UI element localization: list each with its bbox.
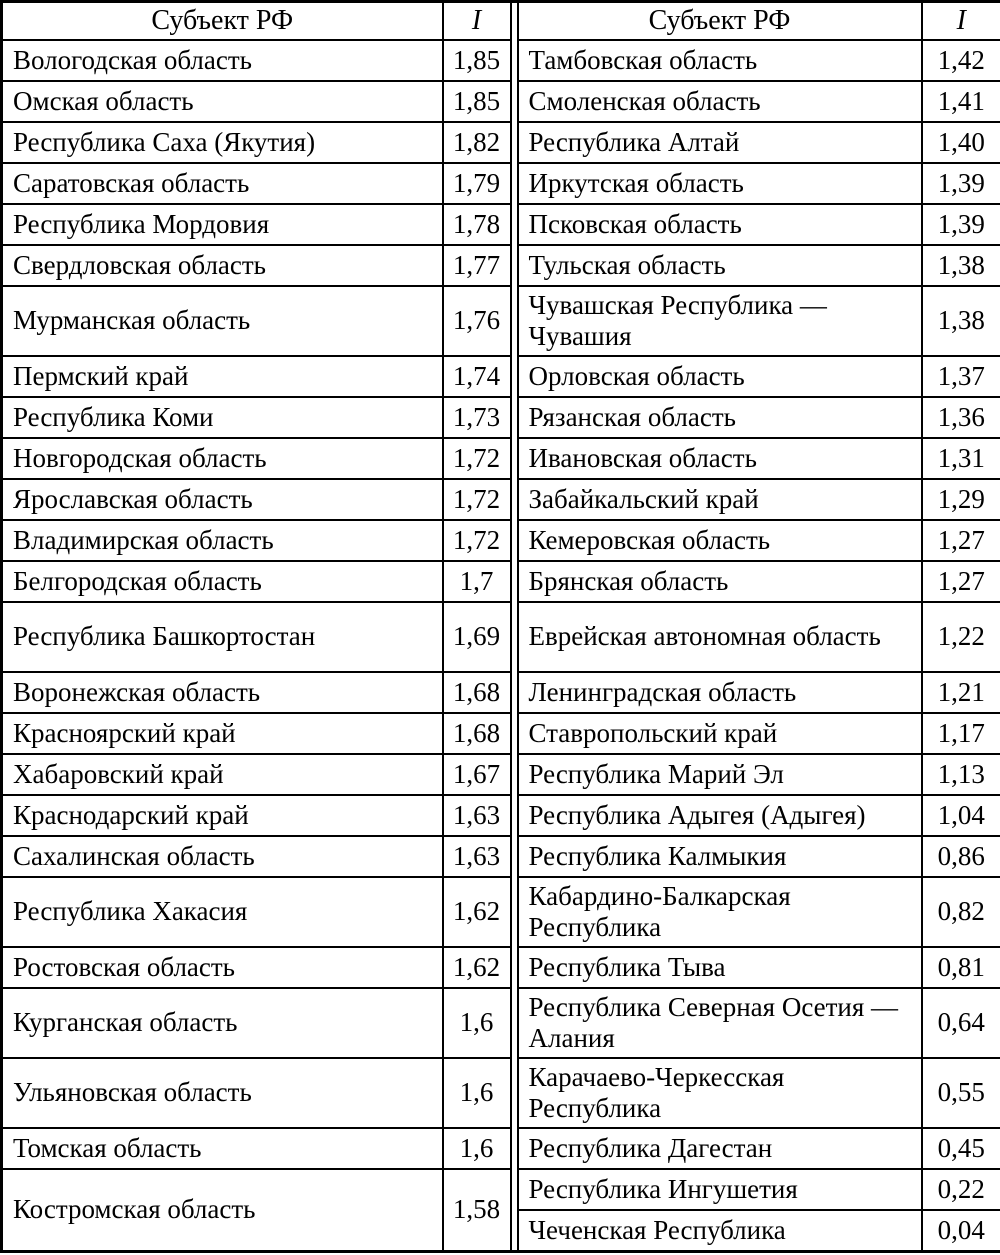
index-cell: 1,41 bbox=[922, 81, 1000, 122]
index-cell: 1,6 bbox=[443, 1128, 511, 1169]
index-cell: 0,55 bbox=[922, 1058, 1000, 1128]
index-cell: 1,69 bbox=[443, 602, 511, 672]
region-cell: Свердловская область bbox=[2, 245, 443, 286]
right-index-header: I bbox=[922, 2, 1000, 41]
table-gap-divider bbox=[511, 947, 518, 988]
region-cell: Кемеровская область bbox=[518, 520, 922, 561]
index-cell: 1,40 bbox=[922, 122, 1000, 163]
region-cell: Республика Тыва bbox=[518, 947, 922, 988]
table-gap-divider bbox=[511, 795, 518, 836]
region-cell: Ярославская область bbox=[2, 479, 443, 520]
region-cell: Белгородская область bbox=[2, 561, 443, 602]
index-cell: 1,63 bbox=[443, 795, 511, 836]
region-cell: Забайкальский край bbox=[518, 479, 922, 520]
table-row bbox=[2, 520, 1000, 561]
index-cell: 0,45 bbox=[922, 1128, 1000, 1169]
table-gap-divider bbox=[511, 672, 518, 713]
index-cell: 1,73 bbox=[443, 397, 511, 438]
table-row bbox=[2, 672, 1000, 713]
table-row bbox=[2, 754, 1000, 795]
index-cell: 1,76 bbox=[443, 286, 511, 356]
table-gap-divider bbox=[511, 204, 518, 245]
index-cell: 1,39 bbox=[922, 204, 1000, 245]
index-cell: 1,62 bbox=[443, 947, 511, 988]
table-row bbox=[2, 397, 1000, 438]
table-row bbox=[2, 1128, 1000, 1169]
index-cell: 1,72 bbox=[443, 438, 511, 479]
index-cell: 0,86 bbox=[922, 836, 1000, 877]
index-cell: 1,6 bbox=[443, 1058, 511, 1128]
region-cell: Республика Северная Осетия — Алания bbox=[518, 988, 922, 1058]
region-cell: Хабаровский край bbox=[2, 754, 443, 795]
table-row bbox=[2, 988, 1000, 1058]
index-cell: 1,6 bbox=[443, 988, 511, 1058]
region-cell: Брянская область bbox=[518, 561, 922, 602]
index-cell: 1,72 bbox=[443, 520, 511, 561]
region-cell: Рязанская область bbox=[518, 397, 922, 438]
region-cell: Ростовская область bbox=[2, 947, 443, 988]
index-cell: 1,22 bbox=[922, 602, 1000, 672]
index-cell: 1,39 bbox=[922, 163, 1000, 204]
region-cell: Омская область bbox=[2, 81, 443, 122]
index-cell: 1,38 bbox=[922, 245, 1000, 286]
region-cell: Мурманская область bbox=[2, 286, 443, 356]
region-cell: Владимирская область bbox=[2, 520, 443, 561]
region-cell: Томская область bbox=[2, 1128, 443, 1169]
table-gap-divider bbox=[511, 245, 518, 286]
region-cell: Красноярский край bbox=[2, 713, 443, 754]
region-cell: Ставропольский край bbox=[518, 713, 922, 754]
region-cell: Вологодская область bbox=[2, 40, 443, 81]
index-cell: 1,68 bbox=[443, 713, 511, 754]
index-cell: 1,74 bbox=[443, 356, 511, 397]
region-cell: Орловская область bbox=[518, 356, 922, 397]
index-cell: 1,79 bbox=[443, 163, 511, 204]
index-cell: 0,64 bbox=[922, 988, 1000, 1058]
region-cell: Республика Алтай bbox=[518, 122, 922, 163]
table-gap-divider bbox=[511, 602, 518, 672]
region-cell: Сахалинская область bbox=[2, 836, 443, 877]
index-cell: 1,42 bbox=[922, 40, 1000, 81]
region-cell: Республика Дагестан bbox=[518, 1128, 922, 1169]
region-cell: Чувашская Республика — Чувашия bbox=[518, 286, 922, 356]
index-cell: 1,13 bbox=[922, 754, 1000, 795]
region-cell: Смоленская область bbox=[518, 81, 922, 122]
table-row bbox=[2, 40, 1000, 81]
table-gap-divider bbox=[511, 2, 518, 41]
index-cell: 1,31 bbox=[922, 438, 1000, 479]
region-cell: Костромская область bbox=[2, 1169, 443, 1251]
left-index-header: I bbox=[443, 2, 511, 41]
index-cell: 0,04 bbox=[922, 1210, 1000, 1251]
table-gap-divider bbox=[511, 988, 518, 1058]
index-cell: 1,58 bbox=[443, 1169, 511, 1251]
region-cell: Новгородская область bbox=[2, 438, 443, 479]
index-cell: 0,81 bbox=[922, 947, 1000, 988]
region-cell: Саратовская область bbox=[2, 163, 443, 204]
table-row bbox=[2, 438, 1000, 479]
left-subject-header: Субъект РФ bbox=[2, 2, 443, 41]
index-cell: 1,62 bbox=[443, 877, 511, 947]
region-cell: Иркутская область bbox=[518, 163, 922, 204]
index-cell: 0,82 bbox=[922, 877, 1000, 947]
region-cell: Псковская область bbox=[518, 204, 922, 245]
table-row bbox=[2, 1169, 1000, 1210]
region-cell: Республика Башкортостан bbox=[2, 602, 443, 672]
index-cell: 1,82 bbox=[443, 122, 511, 163]
index-cell: 1,27 bbox=[922, 520, 1000, 561]
region-cell: Краснодарский край bbox=[2, 795, 443, 836]
region-cell: Республика Саха (Якутия) bbox=[2, 122, 443, 163]
table-row bbox=[2, 947, 1000, 988]
index-cell: 1,04 bbox=[922, 795, 1000, 836]
table-row bbox=[2, 561, 1000, 602]
table-gap-divider bbox=[511, 877, 518, 947]
table-row bbox=[2, 122, 1000, 163]
index-cell: 1,7 bbox=[443, 561, 511, 602]
region-cell: Карачаево-Черкесская Республика bbox=[518, 1058, 922, 1128]
table-gap-divider bbox=[511, 561, 518, 602]
region-cell: Республика Адыгея (Адыгея) bbox=[518, 795, 922, 836]
table-gap-divider bbox=[511, 163, 518, 204]
table-gap-divider bbox=[511, 81, 518, 122]
table-gap-divider bbox=[511, 1128, 518, 1169]
table-gap-divider bbox=[511, 286, 518, 356]
table-gap-divider bbox=[511, 356, 518, 397]
index-cell: 1,38 bbox=[922, 286, 1000, 356]
table-row bbox=[2, 602, 1000, 672]
index-cell: 1,37 bbox=[922, 356, 1000, 397]
region-cell: Тамбовская область bbox=[518, 40, 922, 81]
region-cell: Воронежская область bbox=[2, 672, 443, 713]
region-cell: Ленинградская область bbox=[518, 672, 922, 713]
index-cell: 1,36 bbox=[922, 397, 1000, 438]
index-cell: 1,78 bbox=[443, 204, 511, 245]
table-row bbox=[2, 204, 1000, 245]
index-cell: 1,77 bbox=[443, 245, 511, 286]
index-cell: 1,21 bbox=[922, 672, 1000, 713]
index-cell: 0,22 bbox=[922, 1169, 1000, 1210]
index-cell: 1,68 bbox=[443, 672, 511, 713]
index-cell: 1,29 bbox=[922, 479, 1000, 520]
right-subject-header: Субъект РФ bbox=[518, 2, 922, 41]
region-cell: Республика Ингушетия bbox=[518, 1169, 922, 1210]
table-gap-divider bbox=[511, 713, 518, 754]
header-row bbox=[2, 2, 1000, 41]
table-row bbox=[2, 81, 1000, 122]
table-row bbox=[2, 836, 1000, 877]
table-gap-divider bbox=[511, 836, 518, 877]
table-gap-divider bbox=[511, 1169, 518, 1251]
region-cell: Ивановская область bbox=[518, 438, 922, 479]
index-cell: 1,85 bbox=[443, 40, 511, 81]
table-gap-divider bbox=[511, 40, 518, 81]
region-cell: Ульяновская область bbox=[2, 1058, 443, 1128]
table-gap-divider bbox=[511, 438, 518, 479]
region-cell: Республика Хакасия bbox=[2, 877, 443, 947]
table-row bbox=[2, 877, 1000, 947]
table-row bbox=[2, 245, 1000, 286]
index-cell: 1,27 bbox=[922, 561, 1000, 602]
table-row bbox=[2, 163, 1000, 204]
table-row bbox=[2, 713, 1000, 754]
table-gap-divider bbox=[511, 754, 518, 795]
index-cell: 1,72 bbox=[443, 479, 511, 520]
table-row bbox=[2, 356, 1000, 397]
index-cell: 1,85 bbox=[443, 81, 511, 122]
table-row bbox=[2, 479, 1000, 520]
index-cell: 1,17 bbox=[922, 713, 1000, 754]
index-cell: 1,63 bbox=[443, 836, 511, 877]
region-cell: Республика Марий Эл bbox=[518, 754, 922, 795]
region-cell: Республика Калмыкия bbox=[518, 836, 922, 877]
region-cell: Республика Коми bbox=[2, 397, 443, 438]
region-cell: Пермский край bbox=[2, 356, 443, 397]
region-cell: Кабардино-Балкарская Республика bbox=[518, 877, 922, 947]
region-cell: Еврейская автономная область bbox=[518, 602, 922, 672]
index-cell: 1,67 bbox=[443, 754, 511, 795]
region-cell: Чеченская Республика bbox=[518, 1210, 922, 1251]
table-gap-divider bbox=[511, 397, 518, 438]
table-gap-divider bbox=[511, 1058, 518, 1128]
region-cell: Тульская область bbox=[518, 245, 922, 286]
table-row bbox=[2, 795, 1000, 836]
table-gap-divider bbox=[511, 122, 518, 163]
table-row bbox=[2, 1058, 1000, 1128]
region-cell: Республика Мордовия bbox=[2, 204, 443, 245]
table-gap-divider bbox=[511, 520, 518, 561]
table-gap-divider bbox=[511, 479, 518, 520]
region-cell: Курганская область bbox=[2, 988, 443, 1058]
table-row bbox=[2, 286, 1000, 356]
